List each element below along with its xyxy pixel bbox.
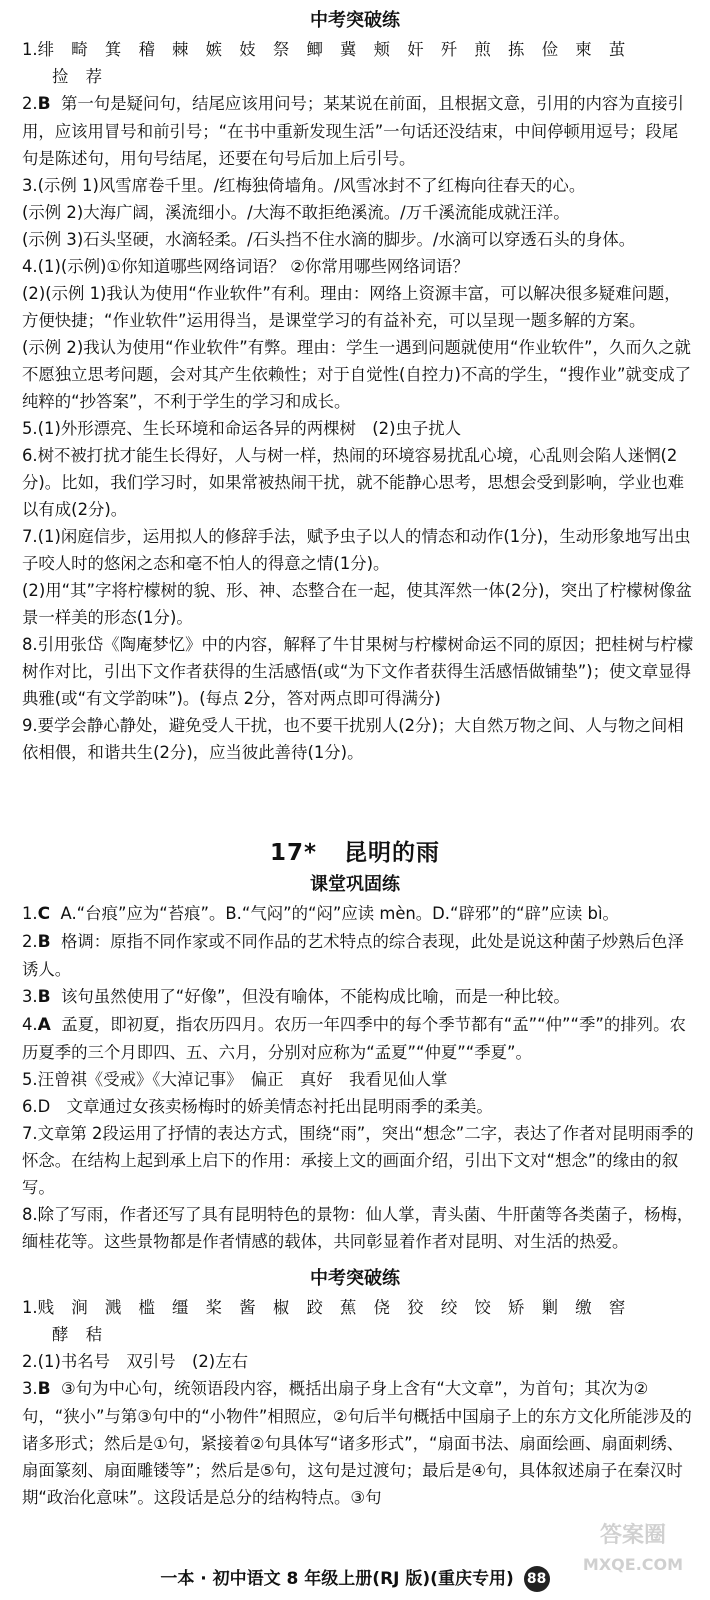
answer-letter: C — [37, 904, 51, 924]
answer-letter: B — [37, 1379, 51, 1399]
question-number: 3. — [22, 1379, 38, 1398]
answer-line: (示例 3)石头坚硬，水滴轻柔。/石头挡不住水滴的脚步。/水滴可以穿透石头的身体。 — [22, 230, 636, 249]
answer-text: ③句为中心句，统领语段内容，概括出扇子身上含有“大文章”，为首句；其次为②句，“狭小”与第③句中的“小物件”相照应，②句后半句概括中国扇子上的东方文化所能涉及的诸多形式；然后是①句，紧接着②句具体写“诸多形式”，“扇面书法、扇面绘画、扇面刺绣、扇面篆刻、扇面雕镂等”；然后是⑤句，这句是过渡句；最后是④句，具体叙述扇子在秦汉时期“政治化意味”。这段话是总分的结构特点。③句 — [22, 1379, 692, 1507]
page-footer — [0, 1564, 710, 1592]
section-title: 中考突破练 — [310, 1268, 400, 1289]
chapter-heading — [0, 836, 710, 870]
answer-line: 3.(示例 1)风雪席卷千里。/红梅独倚墙角。/风雪冰封不了红梅向往春天的心。 — [22, 176, 586, 195]
s1-q2 — [22, 90, 694, 172]
question-number: 1. — [22, 1298, 38, 1317]
s2-q1 — [22, 900, 694, 928]
answer-letter: B — [37, 987, 51, 1007]
answer-line: (2)(示例 1)我认为使用“作业软件”有利。理由：网络上资源丰富，可以解决很多疑难问题，方便快捷；“作业软件”运用得当，是课堂学习的有益补充，可以呈现一题多解的方案。 — [22, 284, 681, 330]
section-zhongkao-2 — [0, 1264, 710, 1511]
char-list-line: 绯 畸 箕 稽 棘 嫉 妓 祭 鲫 冀 颊 奸 歼 煎 拣 俭 柬 茧 — [37, 40, 632, 59]
answer-line: (示例 2)我认为使用“作业软件”有弊。理由：学生一遇到问题就使用“作业软件”，久而久之就不愿独立思考问题，会对其产生依赖性；对于自觉性(自控力)不高的学生，“搜作业”就变成了纯粹的“抄答案”，不利于学生的学习和成长。 — [22, 338, 692, 411]
s3-q1 — [22, 1294, 694, 1348]
s2-q3 — [22, 983, 694, 1011]
answer-line: 4.(1)(示例)①你知道哪些网络词语？ ②你常用哪些网络词语？ — [22, 257, 469, 276]
answer-text: 第一句是疑问句，结尾应该用问号；某某说在前面，且根据文意，引用的内容为直接引用，应该用冒号和前引号；“在书中重新发现生活”一句话还没结束，中间停顿用逗号；段尾句是陈述句，用句号结尾，还要在句号后加上后引号。 — [22, 94, 684, 168]
answer-letter: A — [37, 1015, 51, 1035]
s1-q1 — [22, 36, 694, 90]
s2-q2 — [22, 928, 694, 983]
answer-text: A.“台痕”应为“苔痕”。B.“气闷”的“闷”应读 mèn。D.“辟邪”的“辟”应读 bì。 — [60, 904, 619, 923]
question-number: 2. — [22, 932, 38, 951]
s1-q7 — [22, 523, 694, 631]
s2-q7: 7.文章第 2段运用了抒情的表达方式，围绕“雨”，突出“想念”二字，表达了作者对昆明雨季的怀念。在结构上起到承上启下的作用：承接上文的画面介绍，引出下文对“想念”的缘由的叙写。 — [22, 1124, 694, 1197]
section-title: 中考突破练 — [310, 10, 400, 31]
answer-text: 格调：原指不同作家或不同作品的艺术特点的综合表现，此处是说这种菌子炒熟后色泽诱人。 — [22, 932, 684, 979]
answer-letter: B — [37, 932, 51, 952]
s1-q9: 9.要学会静心静处，避免受人干扰，也不要干扰别人(2分)；大自然万物之间、人与物之间相依相偎，和谐共生(2分)，应当彼此善待(1分)。 — [22, 716, 684, 762]
s1-q3 — [22, 172, 694, 253]
s2-q8: 8.除了写雨，作者还写了具有昆明特色的景物：仙人掌，青头菌、牛肝菌等各类菌子，杨梅，缅桂花等。这些景物都是作者情感的载体，共同彰显着作者对昆明、对生活的热爱。 — [22, 1205, 694, 1251]
s1-q5: 5.(1)外形漂亮、生长环境和命运各异的两棵树 (2)虫子扰人 — [22, 419, 462, 438]
char-list-line: 酵 秸 — [52, 1325, 108, 1344]
question-number: 2. — [22, 94, 38, 113]
section-zhongkao-1 — [0, 6, 710, 766]
watermark-text: 答案圈 — [599, 1523, 666, 1548]
watermark-url: MXQE.COM — [582, 1555, 684, 1574]
s2-q4 — [22, 1011, 694, 1066]
s1-q4 — [22, 253, 694, 415]
question-number: 3. — [22, 987, 38, 1006]
section-title: 课堂巩固练 — [310, 874, 400, 895]
answer-line: (2)用“其”字将柠檬树的貌、形、神、态整合在一起，使其浑然一体(2分)，突出了柠檬树像盆景一样美的形态(1分)。 — [22, 581, 692, 627]
answer-line: 7.(1)闲庭信步，运用拟人的修辞手法，赋予虫子以人的情态和动作(1分)，生动形象地写出虫子咬人时的悠闲之态和毫不怕人的得意之情(1分)。 — [22, 527, 691, 573]
page-number-badge: 88 — [524, 1566, 550, 1592]
s1-q8: 8.引用张岱《陶庵梦忆》中的内容，解释了牛甘果树与柠檬树命运不同的原因；把桂树与柠檬树作对比，引出下文作者获得的生活感悟(或“为下文作者获得生活感悟做铺垫”)；使文章显得典雅(或“有文学韵味”)。(每点 2分，答对两点即可得满分) — [22, 635, 694, 708]
answer-text: 孟夏，即初夏，指农历四月。农历一年四季中的每个季节都有“孟”“仲”“季”的排列。农历夏季的三个月即四、五、六月，分别对应称为“孟夏”“仲夏”“季夏”。 — [22, 1015, 686, 1062]
question-number: 1. — [22, 904, 38, 923]
answer-text: 该句虽然使用了“好像”，但没有喻体，不能构成比喻，而是一种比较。 — [61, 987, 570, 1006]
question-number: 4. — [22, 1015, 38, 1034]
s2-q5: 5.汪曾祺《受戒》《大淖记事》 偏正 真好 我看见仙人掌 — [22, 1070, 448, 1089]
book-title: 一本 · 初中语文 8 年级上册(RJ 版)(重庆专用) — [160, 1569, 514, 1589]
s3-q3 — [22, 1375, 694, 1511]
s2-q6: 6.D 文章通过女孩卖杨梅时的娇美情态衬托出昆明雨季的柔美。 — [22, 1097, 493, 1116]
chapter-title: 昆明的雨 — [344, 840, 441, 866]
answer-letter: B — [37, 94, 51, 114]
char-list-line: 贱 涧 溅 槛 缰 桨 酱 椒 跤 蕉 侥 狡 绞 饺 矫 剿 缴 窖 — [37, 1298, 632, 1317]
char-list-line: 捡 荐 — [52, 67, 108, 86]
chapter-17 — [0, 836, 710, 1255]
s3-q2: 2.(1)书名号 双引号 (2)左右 — [22, 1352, 248, 1371]
question-number: 1. — [22, 40, 38, 59]
answer-line: (示例 2)大海广阔，溪流细小。/大海不敢拒绝溪流。/万千溪流能成就汪洋。 — [22, 203, 570, 222]
s1-q6: 6.树不被打扰才能生长得好，人与树一样，热闹的环境容易扰乱心境，心乱则会陷人迷惘(2分)。比如，我们学习时，如果常被热闹干扰，就不能静心思考，思想会受到影响，学业也难以有成(2分)。 — [22, 446, 685, 519]
chapter-number: 17* — [269, 840, 317, 866]
